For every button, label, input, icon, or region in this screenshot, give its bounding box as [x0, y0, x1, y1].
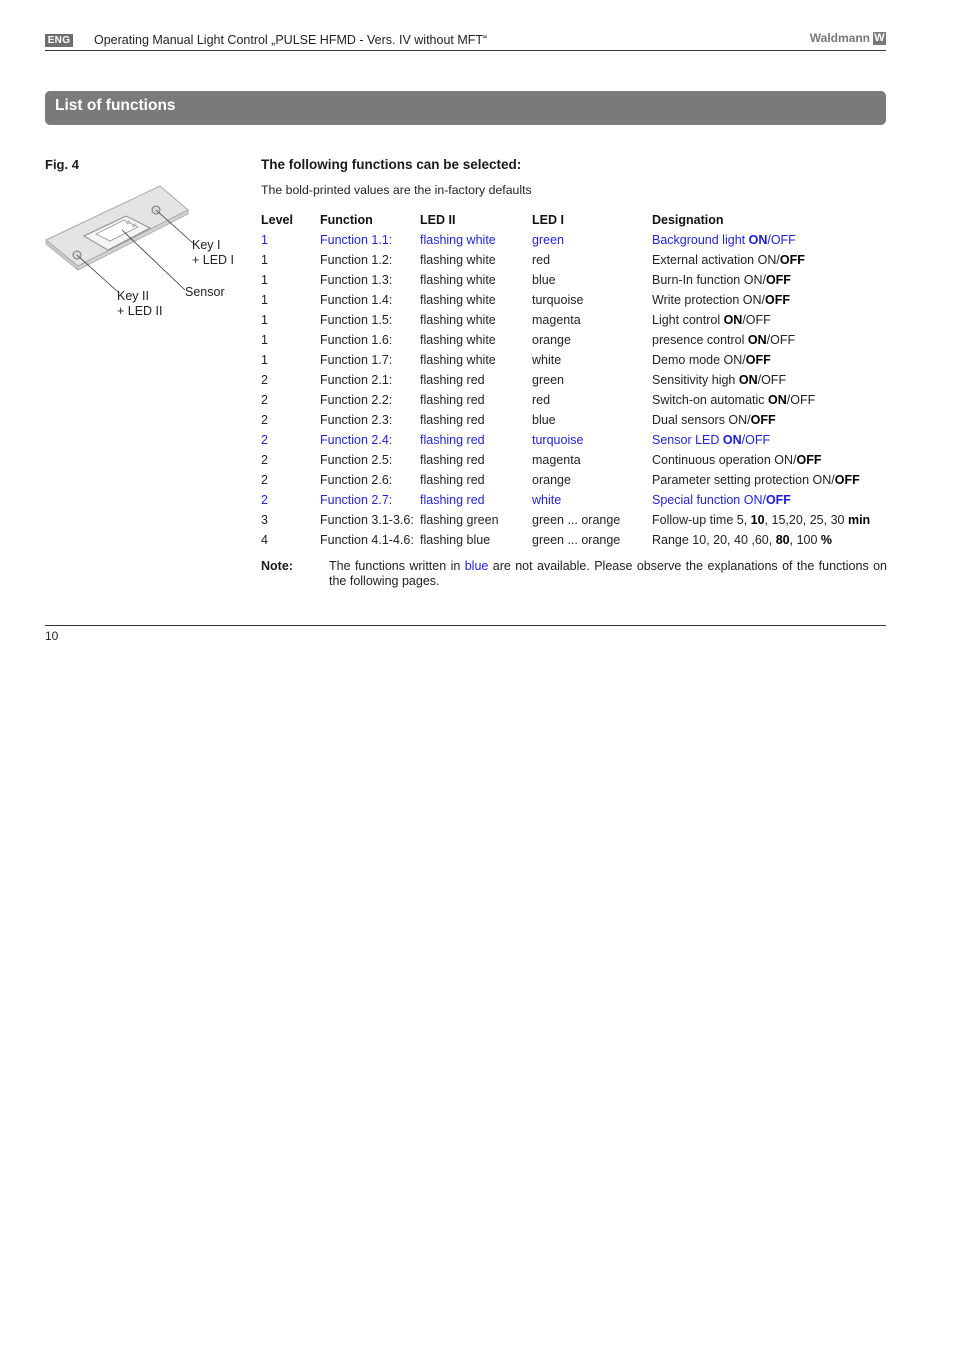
cell-level: 1: [261, 313, 268, 327]
cell-designation: Demo mode ON/OFF: [652, 353, 771, 367]
cell-function: Function 2.3:: [320, 413, 393, 427]
cell-designation: Range 10, 20, 40 ,60, 80, 100 %: [652, 533, 833, 547]
cell-designation: Burn-In function ON/OFF: [652, 273, 791, 287]
brand: [810, 31, 886, 45]
cell-function: Function 2.1:: [320, 373, 393, 387]
cell-led2: flashing blue: [420, 533, 491, 547]
cell-function: Function 2.6:: [320, 473, 393, 487]
column-header-led1: LED I: [532, 213, 564, 227]
cell-function: Function 4.1-4.6:: [320, 533, 414, 547]
column-header-level: Level: [261, 213, 293, 227]
table-row: [261, 330, 892, 350]
cell-level: 2: [261, 433, 268, 447]
note-text-after: are not available. Please observe the explanations of the functions on the following pages.: [329, 559, 887, 588]
intro-subtext: The bold-printed values are the in-factory defaults: [261, 183, 532, 197]
section-header: [45, 91, 886, 125]
cell-led1: turquoise: [532, 293, 584, 307]
page-number: 10: [45, 629, 59, 643]
cell-led2: flashing white: [420, 273, 496, 287]
cell-function: Function 1.2:: [320, 253, 393, 267]
intro-heading: The following functions can be selected:: [261, 157, 522, 172]
section-title: List of functions: [55, 97, 176, 114]
cell-designation: presence control ON/OFF: [652, 333, 796, 347]
cell-designation: Light control ON/OFF: [652, 313, 771, 327]
cell-led1: turquoise: [532, 433, 584, 447]
cell-function: Function 1.5:: [320, 313, 393, 327]
figure-label: Fig. 4: [45, 157, 79, 172]
cell-led1: green: [532, 233, 564, 247]
cell-level: 1: [261, 273, 268, 287]
table-row: [261, 490, 892, 510]
cell-led2: flashing red: [420, 453, 485, 467]
callout-key-1: [192, 238, 234, 268]
cell-led1: magenta: [532, 313, 581, 327]
cell-led2: flashing red: [420, 433, 485, 447]
cell-function: Function 1.7:: [320, 353, 393, 367]
table-row: [261, 430, 892, 450]
callout-key-2: [117, 289, 163, 319]
cell-designation: Sensor LED ON/OFF: [652, 433, 771, 447]
cell-designation: Dual sensors ON/OFF: [652, 413, 776, 427]
cell-designation: Write protection ON/OFF: [652, 293, 791, 307]
leader-sensor: [122, 230, 185, 290]
callout-key-2-line2: + LED II: [117, 304, 163, 318]
cell-designation: External activation ON/OFF: [652, 253, 805, 267]
cell-level: 2: [261, 393, 268, 407]
cell-led2: flashing white: [420, 293, 496, 307]
cell-level: 2: [261, 473, 268, 487]
callout-key-2-line1: Key II: [117, 289, 149, 303]
cell-level: 1: [261, 293, 268, 307]
cell-level: 1: [261, 333, 268, 347]
cell-designation: Continuous operation ON/OFF: [652, 453, 822, 467]
callout-key-1-line1: Key I: [192, 238, 221, 252]
cell-level: 1: [261, 253, 268, 267]
cell-led2: flashing white: [420, 253, 496, 267]
functions-table-body: [261, 230, 892, 550]
cell-led1: red: [532, 393, 551, 407]
cell-function: Function 2.7:: [320, 493, 393, 507]
cell-level: 2: [261, 413, 268, 427]
cell-level: 4: [261, 533, 268, 547]
cell-led2: flashing white: [420, 353, 496, 367]
cell-function: Function 1.3:: [320, 273, 393, 287]
note-text: [329, 559, 887, 589]
cell-led2: flashing green: [420, 513, 499, 527]
cell-function: Function 2.4:: [320, 433, 393, 447]
cell-led1: blue: [532, 273, 556, 287]
cell-led1: green ... orange: [532, 533, 621, 547]
callout-key-1-line2: + LED I: [192, 253, 235, 267]
cell-designation: Background light ON/OFF: [652, 233, 796, 247]
table-header-row: [261, 210, 892, 230]
table-row: [261, 310, 892, 330]
header-divider: [45, 50, 886, 51]
cell-level: 2: [261, 453, 268, 467]
cell-led2: flashing white: [420, 313, 496, 327]
table-row: [261, 230, 892, 250]
table-row: [261, 350, 892, 370]
table-row: [261, 390, 892, 410]
table-row: [261, 470, 892, 490]
cell-level: 2: [261, 493, 268, 507]
cell-led2: flashing red: [420, 373, 485, 387]
table-row: [261, 410, 892, 430]
note-highlight: blue: [464, 559, 489, 573]
column-header-function: Function: [320, 213, 373, 227]
cell-function: Function 1.6:: [320, 333, 393, 347]
cell-level: 2: [261, 373, 268, 387]
cell-level: 1: [261, 353, 268, 367]
cell-designation: Follow-up time 5, 10, 15,20, 25, 30 min: [652, 513, 871, 527]
column-header-designation: Designation: [652, 213, 724, 227]
language-tag: ENG: [45, 34, 73, 47]
cell-led1: white: [532, 493, 562, 507]
table-row: [261, 250, 892, 270]
cell-led2: flashing white: [420, 333, 496, 347]
cell-designation: Sensitivity high ON/OFF: [652, 373, 787, 387]
cell-level: 3: [261, 513, 268, 527]
document-title: Operating Manual Light Control „PULSE HFMD - Vers. IV without MFT“: [94, 33, 488, 47]
cell-led1: white: [532, 353, 562, 367]
table-row: [261, 370, 892, 390]
column-header-led2: LED II: [420, 213, 456, 227]
cell-designation: Special function ON/OFF: [652, 493, 791, 507]
table-row: [261, 510, 892, 530]
cell-function: Function 1.4:: [320, 293, 393, 307]
cell-function: Function 2.2:: [320, 393, 393, 407]
cell-function: Function 2.5:: [320, 453, 393, 467]
footer-divider: [45, 625, 886, 626]
note-label: Note:: [261, 559, 293, 573]
cell-designation: Parameter setting protection ON/OFF: [652, 473, 860, 487]
cell-function: Function 1.1:: [320, 233, 393, 247]
cell-led1: magenta: [532, 453, 581, 467]
note-text-before: The functions written in: [329, 559, 465, 573]
table-row: [261, 270, 892, 290]
brand-name: Waldmann: [809, 31, 870, 45]
cell-level: 1: [261, 233, 268, 247]
brand-logo-icon: W: [874, 31, 885, 44]
table-row: [261, 530, 892, 550]
cell-led1: orange: [532, 333, 571, 347]
cell-led1: green ... orange: [532, 513, 621, 527]
cell-led2: flashing red: [420, 493, 485, 507]
cell-led2: flashing red: [420, 393, 485, 407]
callout-sensor: Sensor: [185, 285, 225, 299]
table-row: [261, 290, 892, 310]
cell-led1: green: [532, 373, 564, 387]
cell-led1: orange: [532, 473, 571, 487]
cell-led1: blue: [532, 413, 556, 427]
cell-designation: Switch-on automatic ON/OFF: [652, 393, 816, 407]
functions-table: [261, 210, 892, 550]
cell-led2: flashing red: [420, 473, 485, 487]
cell-function: Function 3.1-3.6:: [320, 513, 414, 527]
table-row: [261, 450, 892, 470]
leader-key-2: [77, 255, 118, 292]
cell-led2: flashing white: [420, 233, 496, 247]
cell-led2: flashing red: [420, 413, 485, 427]
cell-led1: red: [532, 253, 551, 267]
